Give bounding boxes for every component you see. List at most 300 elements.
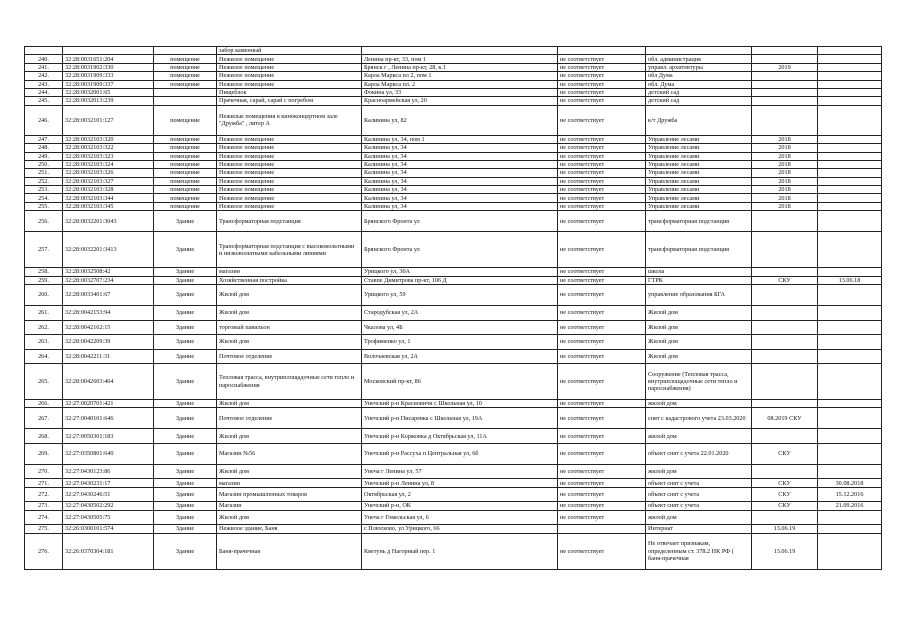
- cell-address: Калинина ул, 34: [362, 194, 558, 202]
- cell-cadastral: 32:27:0430502:292: [63, 502, 154, 510]
- cell-status: не соответствует: [558, 88, 646, 96]
- cell-status: не соответствует: [558, 144, 646, 152]
- cell-cadastral: 32:27:0020701:421: [63, 400, 154, 408]
- cell-num: 245.: [25, 97, 63, 105]
- cell-cadastral: 32:26:0300101:574: [63, 525, 154, 533]
- cell-date: [818, 177, 882, 185]
- cell-address: Калинина ул, 34: [362, 186, 558, 194]
- cell-num: 272.: [25, 487, 63, 502]
- cell-address: Унечский р-н, ОК: [362, 502, 558, 510]
- cell-status: не соответствует: [558, 169, 646, 177]
- cell-note: Сооружение (Тепловая трасса, внутриплощадочные сети тепло и пароснабжения): [646, 364, 752, 400]
- cell-year: [752, 285, 818, 306]
- cell-cadastral: 32:28:0032707:234: [63, 276, 154, 284]
- cell-year: 2018: [752, 169, 818, 177]
- cell-note: объект снят с учета: [646, 487, 752, 502]
- cell-status: не соответствует: [558, 285, 646, 306]
- cell-status: не соответствует: [558, 194, 646, 202]
- cell-date: [818, 364, 882, 400]
- cell-year: [752, 306, 818, 321]
- cell-name: Нежилое помещение: [217, 72, 362, 80]
- cell-num: 240.: [25, 55, 63, 63]
- cell-date: [818, 510, 882, 525]
- cell-year: [752, 88, 818, 96]
- table-row: [25, 364, 882, 400]
- cell-kind: Здание: [154, 408, 217, 429]
- cell-status: не соответствует: [558, 400, 646, 408]
- cell-num: 243.: [25, 80, 63, 88]
- cell-date: 21.09.2016: [818, 502, 882, 510]
- cell-cadastral: 32:27:0430246:51: [63, 487, 154, 502]
- cell-address: Ленина пр-кт, 33, пом 1: [362, 55, 558, 63]
- cell-name: Трансформаторная подстанция с высоковольтными и низковольтными кабельными линиями: [217, 232, 362, 268]
- cell-address: Ставпе Димитрова пр-кт, 106 Д: [362, 276, 558, 284]
- cell-num: 263.: [25, 335, 63, 350]
- cell-note: жилой дом: [646, 400, 752, 408]
- cell-num: 262.: [25, 320, 63, 335]
- cell-date: [818, 232, 882, 268]
- cell-note: жилой дом: [646, 510, 752, 525]
- table-row: [25, 320, 882, 335]
- cell-date: [818, 400, 882, 408]
- cell-date: [818, 135, 882, 143]
- cell-cadastral: 32:27:0430505:75: [63, 510, 154, 525]
- cell-year: 13.06.19: [752, 525, 818, 533]
- cell-status: не соответствует: [558, 487, 646, 502]
- cell-cadastral: 32:28:0042211:31: [63, 349, 154, 364]
- cell-kind: Здание: [154, 276, 217, 284]
- cell-kind: помещение: [154, 135, 217, 143]
- cell-name: Нежилое помещение: [217, 80, 362, 88]
- cell-name: Нежилые помещения в киноконцертном зале "Дружба" , литер А: [217, 105, 362, 135]
- cell-name: Трансформаторная подстанция: [217, 211, 362, 232]
- cell-year: [752, 47, 818, 55]
- cell-num: 270.: [25, 464, 63, 479]
- cell-status: не соответствует: [558, 80, 646, 88]
- cell-name: торговый павильон: [217, 320, 362, 335]
- cell-note: Управление лесами: [646, 135, 752, 143]
- cell-date: [818, 194, 882, 202]
- cell-cadastral: 32:27:0430231:17: [63, 479, 154, 487]
- cell-year: [752, 400, 818, 408]
- cell-num: 244.: [25, 88, 63, 96]
- cell-address: Брянск г , Ленина пр-кт, 28, к.1: [362, 63, 558, 71]
- cell-date: [818, 443, 882, 464]
- cell-year: 2019: [752, 63, 818, 71]
- cell-name: Баня-прачечная: [217, 533, 362, 569]
- cell-note: жилой дом: [646, 464, 752, 479]
- cell-status: не соответствует: [558, 502, 646, 510]
- cell-note: обл. администрация: [646, 55, 752, 63]
- table-row: [25, 487, 882, 502]
- cell-cadastral: 32:28:0032013:239: [63, 97, 154, 105]
- cell-num: 251.: [25, 169, 63, 177]
- table-row: [25, 97, 882, 105]
- cell-status: не соответствует: [558, 276, 646, 284]
- cell-date: [818, 152, 882, 160]
- cell-address: Унечский р-н Ленина ул, 8: [362, 479, 558, 487]
- cell-num: 250.: [25, 160, 63, 168]
- cell-note: детский сад: [646, 97, 752, 105]
- table-row: [25, 268, 882, 276]
- cell-status: не соответствует: [558, 464, 646, 479]
- cell-name: Магазин: [217, 502, 362, 510]
- cell-cadastral: 32:28:0032103:327: [63, 177, 154, 185]
- cell-date: [818, 97, 882, 105]
- cell-note: Жилой дом: [646, 306, 752, 321]
- cell-status: не соответствует: [558, 408, 646, 429]
- cell-kind: Здание: [154, 306, 217, 321]
- cell-num: 268.: [25, 429, 63, 444]
- cell-status: не соответствует: [558, 97, 646, 105]
- cell-year: 2018: [752, 152, 818, 160]
- cell-address: Брянского Фронта ул: [362, 232, 558, 268]
- cell-status: не соответствует: [558, 55, 646, 63]
- table-row: [25, 479, 882, 487]
- cell-status: не соответствует: [558, 479, 646, 487]
- table-row: [25, 408, 882, 429]
- cell-name: Пищеблок: [217, 88, 362, 96]
- cell-address: Унечский р-н Рассуха п Центральная ул, 6б: [362, 443, 558, 464]
- cell-cadastral: 32:28:0032103:322: [63, 144, 154, 152]
- cell-year: [752, 97, 818, 105]
- cell-cadastral: 32:27:0040101:646: [63, 408, 154, 429]
- cell-name: Нежилое помещение: [217, 177, 362, 185]
- cell-cadastral: 32:26:0370304:181: [63, 533, 154, 569]
- cell-cadastral: 32:28:0032201:3043: [63, 211, 154, 232]
- cell-cadastral: 32:28:0031651:204: [63, 55, 154, 63]
- cell-kind: Здание: [154, 285, 217, 306]
- cell-num: 257.: [25, 232, 63, 268]
- cell-name: Жилой дом: [217, 510, 362, 525]
- cell-year: 08.2019 СКУ: [752, 408, 818, 429]
- cell-address: Калинина ул, 82: [362, 105, 558, 135]
- cell-note: детский сад: [646, 88, 752, 96]
- cell-name: Нежилое помещение: [217, 144, 362, 152]
- cell-kind: помещение: [154, 63, 217, 71]
- cell-address: [362, 47, 558, 55]
- cell-status: не соответствует: [558, 135, 646, 143]
- cell-year: 2018: [752, 202, 818, 210]
- cell-num: 247.: [25, 135, 63, 143]
- cell-date: [818, 525, 882, 533]
- cell-note: обл. Дума: [646, 80, 752, 88]
- cell-cadastral: 32:28:0032103:345: [63, 202, 154, 210]
- cell-address: Унечский р-н Коржовка д Октябрьская ул, 11А: [362, 429, 558, 444]
- cell-date: [818, 349, 882, 364]
- cell-date: [818, 80, 882, 88]
- cell-address: Карла Маркса пл 2, пом 1: [362, 72, 558, 80]
- cell-date: [818, 63, 882, 71]
- cell-address: Фокина ул, 33: [362, 88, 558, 96]
- cell-date: [818, 306, 882, 321]
- cell-address: Карла Маркса пл. 2: [362, 80, 558, 88]
- cell-address: Урицкого ул, 59: [362, 285, 558, 306]
- table-row: [25, 525, 882, 533]
- cell-kind: Здание: [154, 400, 217, 408]
- cell-kind: Здание: [154, 211, 217, 232]
- cell-year: 13.06.19: [752, 533, 818, 569]
- cell-year: [752, 211, 818, 232]
- cell-cadastral: 32:28:0032001:65: [63, 88, 154, 96]
- cell-kind: помещение: [154, 169, 217, 177]
- cell-address: Калинина ул, 34, пом 1: [362, 135, 558, 143]
- cell-address: Калинина ул, 34: [362, 160, 558, 168]
- table-row: [25, 144, 882, 152]
- cell-name: Прачечная, сарай, сарай с погребом: [217, 97, 362, 105]
- cell-num: 253.: [25, 186, 63, 194]
- cell-year: СКУ: [752, 443, 818, 464]
- cell-cadastral: [63, 47, 154, 55]
- cell-num: 269.: [25, 443, 63, 464]
- cell-date: [818, 202, 882, 210]
- cell-date: [818, 88, 882, 96]
- cell-year: [752, 80, 818, 88]
- cell-kind: Здание: [154, 429, 217, 444]
- cell-date: 15.12.2016: [818, 487, 882, 502]
- cell-address: с Плюсково, ул Урицкого, 66: [362, 525, 558, 533]
- cell-status: не соответствует: [558, 160, 646, 168]
- cell-year: [752, 464, 818, 479]
- cell-note: Управление лесами: [646, 202, 752, 210]
- cell-date: [818, 186, 882, 194]
- cell-kind: Здание: [154, 525, 217, 533]
- cell-kind: [154, 97, 217, 105]
- cell-kind: Здание: [154, 510, 217, 525]
- cell-date: [818, 285, 882, 306]
- cell-cadastral: 32:28:0032101:127: [63, 105, 154, 135]
- cell-kind: помещение: [154, 72, 217, 80]
- table-row: [25, 502, 882, 510]
- cell-num: 258.: [25, 268, 63, 276]
- cell-status: не соответствует: [558, 202, 646, 210]
- cell-address: Стародубская ул, 2А: [362, 306, 558, 321]
- cell-name: Жилой дом: [217, 429, 362, 444]
- table-row: [25, 533, 882, 569]
- cell-cadastral: 32:28:0032103:344: [63, 194, 154, 202]
- cell-address: Брянского Фронта ул: [362, 211, 558, 232]
- cell-cadastral: 32:28:0032103:324: [63, 160, 154, 168]
- cell-status: не соответствует: [558, 364, 646, 400]
- cell-kind: помещение: [154, 55, 217, 63]
- cell-year: [752, 72, 818, 80]
- cell-cadastral: 32:28:0042162:15: [63, 320, 154, 335]
- cell-note: Управление лесами: [646, 160, 752, 168]
- cell-address: Октябрьская ул, 2: [362, 487, 558, 502]
- cell-note: ГТРК: [646, 276, 752, 284]
- cell-kind: помещение: [154, 194, 217, 202]
- cell-address: Трофименко ул, 1: [362, 335, 558, 350]
- cell-date: [818, 429, 882, 444]
- cell-status: не соответствует: [558, 211, 646, 232]
- cell-num: 256.: [25, 211, 63, 232]
- cell-kind: Здание: [154, 487, 217, 502]
- cell-year: 2018: [752, 144, 818, 152]
- cell-kind: [154, 88, 217, 96]
- cell-num: 255.: [25, 202, 63, 210]
- cell-name: Тепловая трасса, внутриплощадочные сети тепло и пароснабжения: [217, 364, 362, 400]
- cell-num: 265.: [25, 364, 63, 400]
- table-row: [25, 276, 882, 284]
- cell-year: [752, 510, 818, 525]
- cell-cadastral: 32:27:0050301:183: [63, 429, 154, 444]
- cell-num: 248.: [25, 144, 63, 152]
- cell-name: Жилой дом: [217, 464, 362, 479]
- table-row: [25, 72, 882, 80]
- table-row: [25, 464, 882, 479]
- cell-note: Жилой дом: [646, 320, 752, 335]
- cell-name: Нежилое помещение: [217, 169, 362, 177]
- cell-date: [818, 320, 882, 335]
- table-row: [25, 63, 882, 71]
- cell-status: не соответствует: [558, 177, 646, 185]
- cell-status: не соответствует: [558, 186, 646, 194]
- cell-name: Жилой дом: [217, 306, 362, 321]
- cell-note: трансформаторная подстанция: [646, 211, 752, 232]
- table-row: [25, 400, 882, 408]
- cell-cadastral: 32:28:0031902:330: [63, 63, 154, 71]
- cell-name: Магазин промышленных товаров: [217, 487, 362, 502]
- cell-year: [752, 105, 818, 135]
- table-row: [25, 306, 882, 321]
- cell-date: [818, 464, 882, 479]
- cell-name: Нежилое помещение: [217, 186, 362, 194]
- table-row: [25, 160, 882, 168]
- cell-cadastral: 32:28:0031909:333: [63, 72, 154, 80]
- cell-name: Нежилое помещение: [217, 135, 362, 143]
- register-body: [25, 47, 882, 570]
- table-row: [25, 55, 882, 63]
- cell-address: Калинина ул, 34: [362, 152, 558, 160]
- cell-name: Магазин №56: [217, 443, 362, 464]
- table-row: [25, 105, 882, 135]
- cell-name: Почтовое отделение: [217, 408, 362, 429]
- table-row: [25, 349, 882, 364]
- cell-note: к/т Дружба: [646, 105, 752, 135]
- cell-note: Управление лесами: [646, 194, 752, 202]
- cell-address: Унеча г Гомельская ул, 6: [362, 510, 558, 525]
- cell-num: 264.: [25, 349, 63, 364]
- cell-num: 271.: [25, 479, 63, 487]
- cell-kind: помещение: [154, 186, 217, 194]
- cell-date: [818, 408, 882, 429]
- table-row: [25, 285, 882, 306]
- cell-status: не соответствует: [558, 349, 646, 364]
- table-row: [25, 80, 882, 88]
- cell-num: 241.: [25, 63, 63, 71]
- cell-address: Калинина ул, 34: [362, 144, 558, 152]
- cell-name: Нежилое помещение: [217, 202, 362, 210]
- cell-address: Чкалова ул, 4Б: [362, 320, 558, 335]
- cell-address: Унечский р-н Красновичи с Школьная ул, 10: [362, 400, 558, 408]
- cell-name: Жилой дом: [217, 285, 362, 306]
- cell-cadastral: 32:28:0032103:328: [63, 186, 154, 194]
- cell-num: [25, 47, 63, 55]
- cell-date: [818, 144, 882, 152]
- table-row: [25, 135, 882, 143]
- cell-name: Жилой дом: [217, 400, 362, 408]
- cell-num: 261.: [25, 306, 63, 321]
- cell-num: 274.: [25, 510, 63, 525]
- cell-year: 2018: [752, 186, 818, 194]
- cell-num: 267.: [25, 408, 63, 429]
- cell-date: [818, 533, 882, 569]
- cell-name: Нежилое помещение: [217, 55, 362, 63]
- cell-kind: Здание: [154, 502, 217, 510]
- table-row: [25, 169, 882, 177]
- cell-kind: помещение: [154, 80, 217, 88]
- cell-status: не соответствует: [558, 320, 646, 335]
- cell-name: Нежилое помещение: [217, 152, 362, 160]
- cell-num: 254.: [25, 194, 63, 202]
- cell-kind: Здание: [154, 268, 217, 276]
- cell-kind: помещение: [154, 144, 217, 152]
- cell-year: СКУ: [752, 487, 818, 502]
- cell-kind: Здание: [154, 479, 217, 487]
- cell-address: Урицкого ул, 30А: [362, 268, 558, 276]
- cell-num: 259.: [25, 276, 63, 284]
- cell-year: [752, 364, 818, 400]
- cell-date: [818, 268, 882, 276]
- cell-kind: Здание: [154, 320, 217, 335]
- cell-year: СКУ: [752, 502, 818, 510]
- cell-address: Калинина ул, 34: [362, 169, 558, 177]
- cell-cadastral: 32:27:0350801:640: [63, 443, 154, 464]
- cell-num: 260.: [25, 285, 63, 306]
- cell-num: 266.: [25, 400, 63, 408]
- cell-year: [752, 232, 818, 268]
- cell-status: не соответствует: [558, 510, 646, 525]
- cell-status: не соответствует: [558, 306, 646, 321]
- cell-note: объект снят с учета: [646, 479, 752, 487]
- cell-cadastral: 32:28:0032103:326: [63, 169, 154, 177]
- cell-kind: помещение: [154, 105, 217, 135]
- cell-cadastral: 32:28:0042209:39: [63, 335, 154, 350]
- cell-kind: помещение: [154, 160, 217, 168]
- cell-date: [818, 169, 882, 177]
- table-row: [25, 211, 882, 232]
- cell-num: 275.: [25, 525, 63, 533]
- cell-num: 252.: [25, 177, 63, 185]
- cell-year: 2018: [752, 177, 818, 185]
- cell-name: Хозяйственная постройка: [217, 276, 362, 284]
- table-row: [25, 177, 882, 185]
- table-row: [25, 335, 882, 350]
- cell-cadastral: 32:28:0032508:42: [63, 268, 154, 276]
- cell-kind: Здание: [154, 232, 217, 268]
- cell-status: не соответствует: [558, 105, 646, 135]
- cell-cadastral: 32:28:0042603:464: [63, 364, 154, 400]
- cell-kind: помещение: [154, 202, 217, 210]
- cell-address: Калинина ул, 34: [362, 177, 558, 185]
- cell-name: магазин: [217, 268, 362, 276]
- cell-kind: Здание: [154, 464, 217, 479]
- cell-cadastral: 32:28:0032103:320: [63, 135, 154, 143]
- cell-note: Управление лесами: [646, 186, 752, 194]
- table-row: [25, 232, 882, 268]
- cell-year: [752, 55, 818, 63]
- cell-date: [818, 72, 882, 80]
- cell-date: [818, 55, 882, 63]
- cell-address: Московский пр-кт, 86: [362, 364, 558, 400]
- cell-status: не соответствует: [558, 533, 646, 569]
- table-row: [25, 152, 882, 160]
- cell-name: Нежилое помещение: [217, 194, 362, 202]
- cell-date: [818, 335, 882, 350]
- cell-note: Управление лесами: [646, 169, 752, 177]
- cell-date: [818, 160, 882, 168]
- cell-status: не соответствует: [558, 443, 646, 464]
